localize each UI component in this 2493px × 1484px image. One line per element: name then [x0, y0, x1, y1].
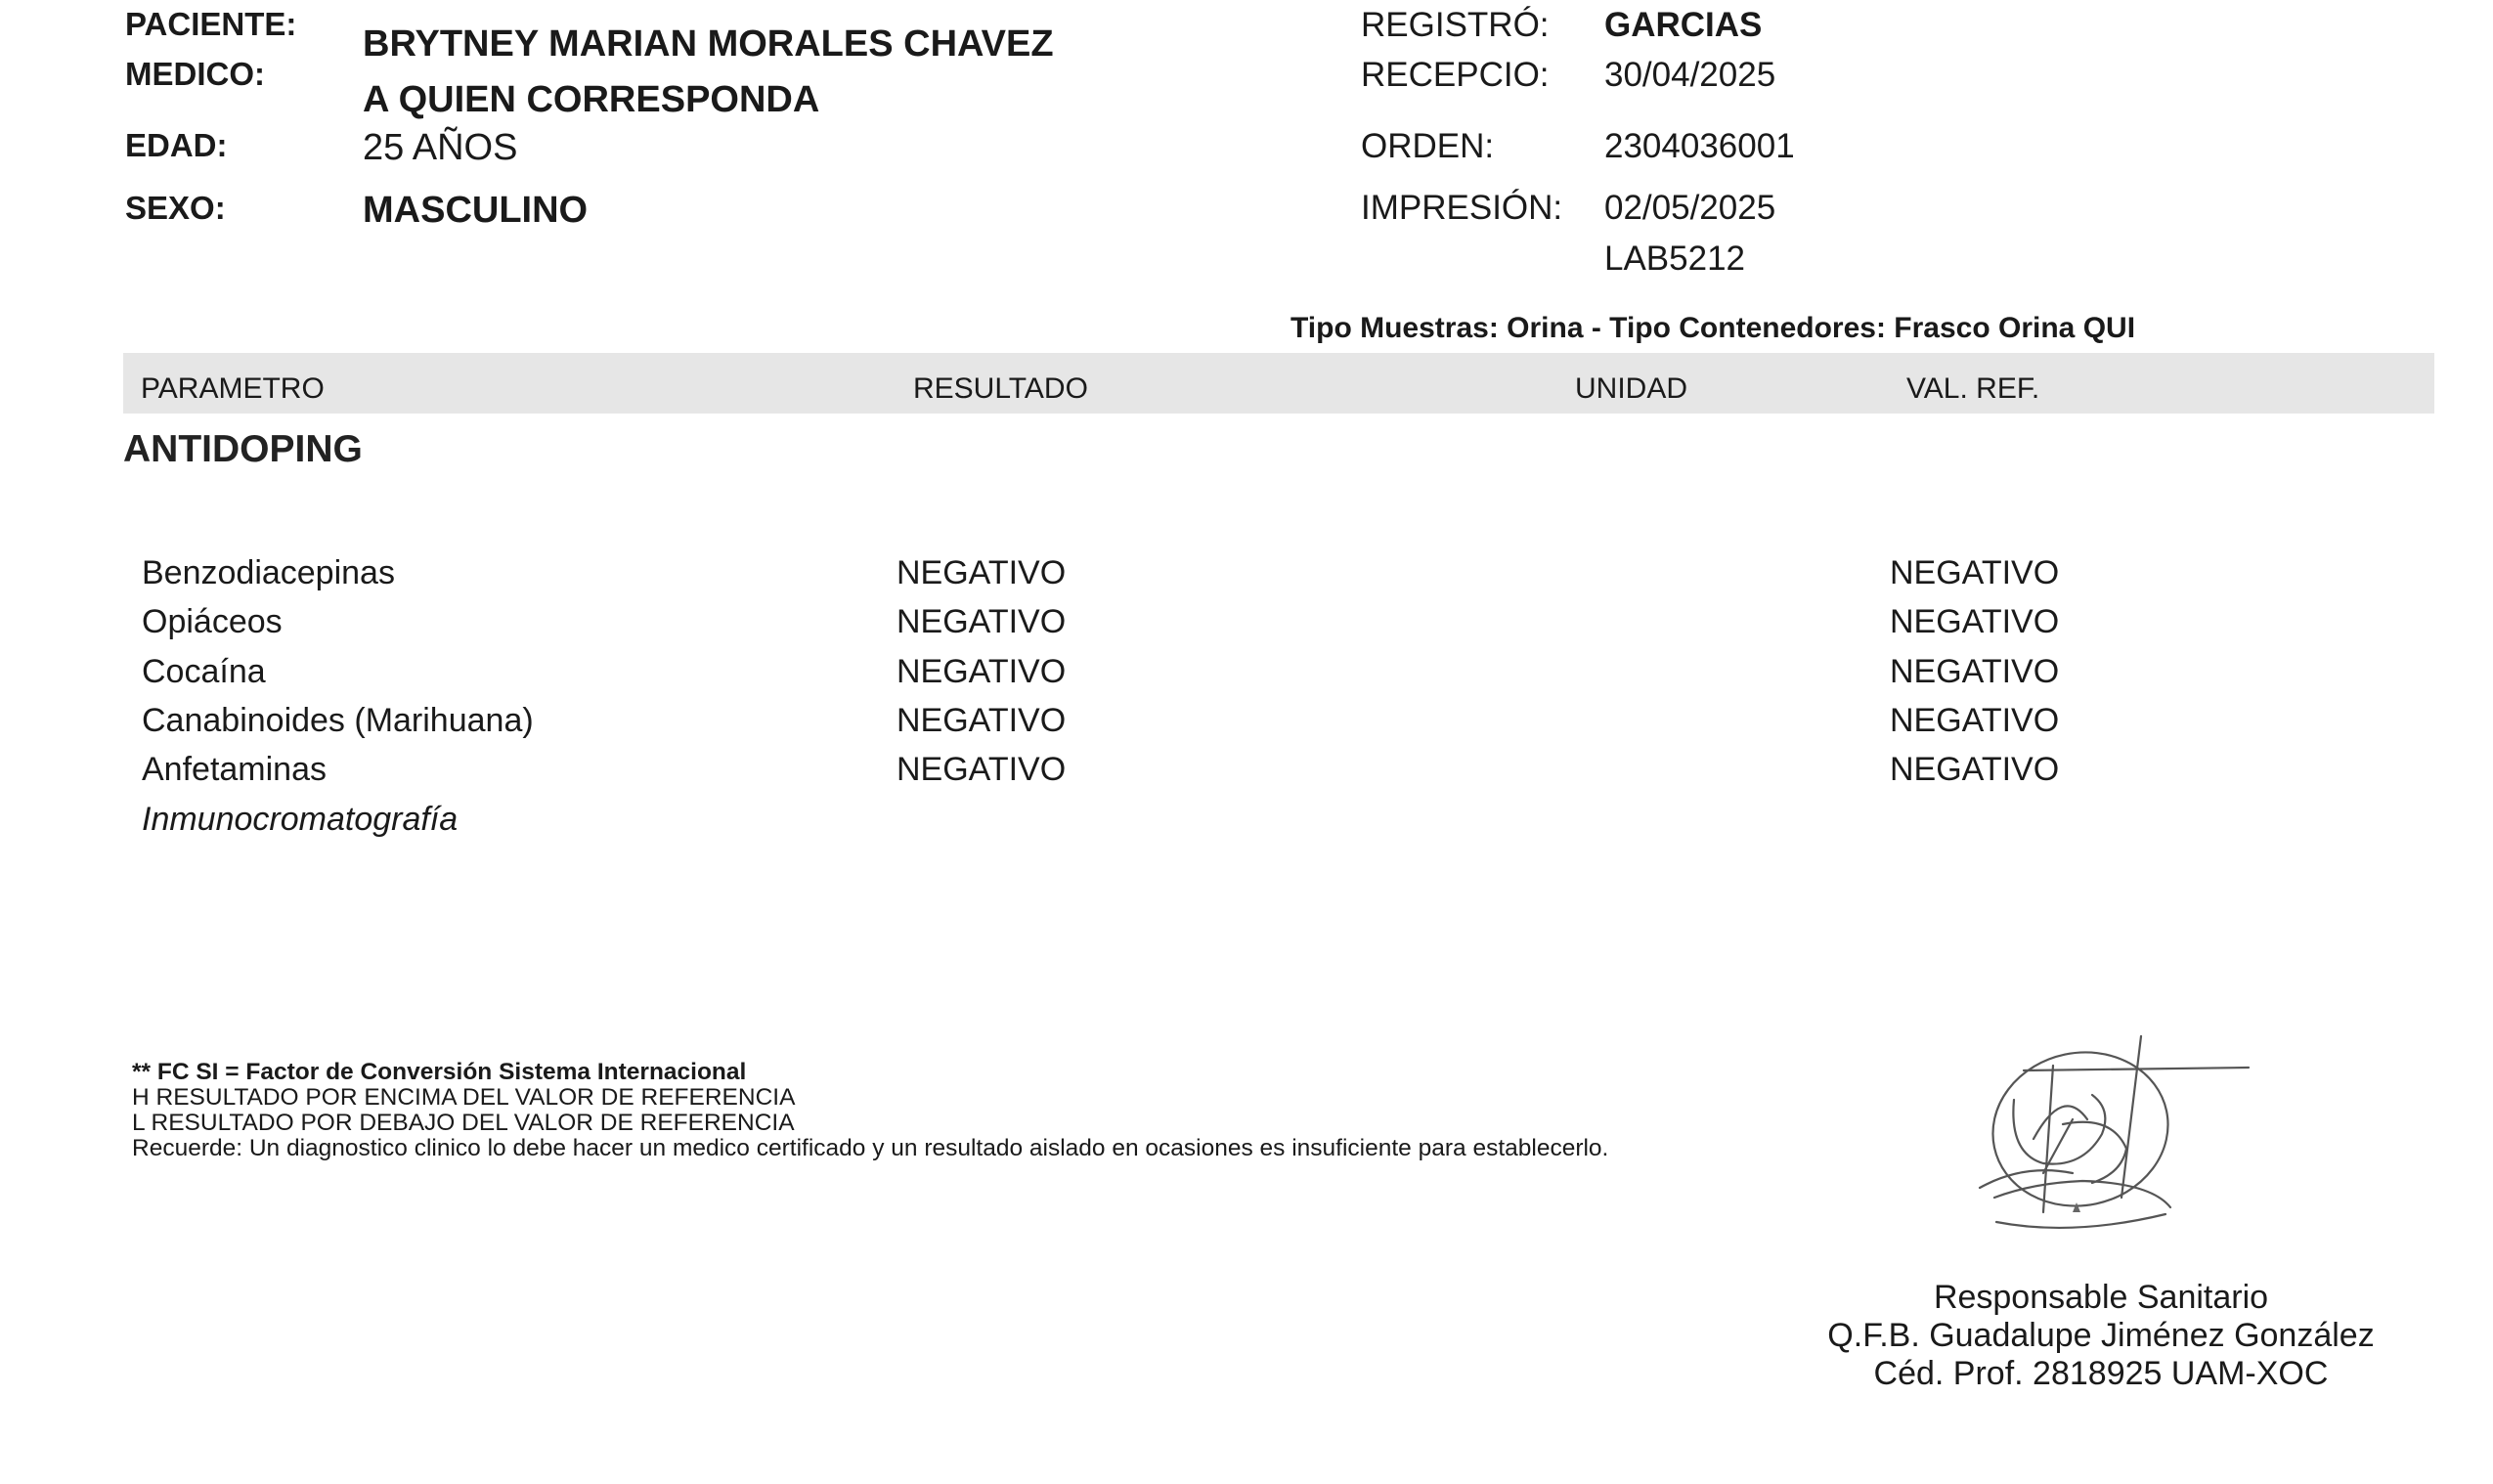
header-parametro: PARAMETRO [141, 372, 325, 405]
responsible-name: Q.F.B. Guadalupe Jiménez González [1827, 1317, 2375, 1354]
header-val-ref: VAL. REF. [1906, 372, 2040, 405]
recepcion-label: RECEPCIO: [1361, 56, 1550, 94]
registro-value: GARCIAS [1604, 6, 1763, 44]
row-ref: NEGATIVO [1890, 554, 2060, 591]
row-ref: NEGATIVO [1890, 653, 2060, 690]
age-value: 25 AÑOS [363, 127, 518, 168]
lab-code: LAB5212 [1604, 240, 1746, 278]
registro-label: REGISTRÓ: [1361, 6, 1550, 44]
patient-name: BRYTNEY MARIAN MORALES CHAVEZ [363, 23, 1054, 65]
row-result: NEGATIVO [897, 603, 1067, 640]
row-result: NEGATIVO [897, 702, 1067, 739]
method-note: Inmunocromatografía [142, 801, 459, 838]
responsible-license: Céd. Prof. 2818925 UAM-XOC [1873, 1355, 2329, 1392]
responsible-block [1759, 1279, 2443, 1393]
row-parameter: Anfetaminas [142, 751, 327, 788]
sex-label: SEXO: [125, 190, 226, 226]
table-header [123, 353, 2434, 414]
sex-value: MASCULINO [363, 190, 589, 231]
recepcion-value: 30/04/2025 [1604, 56, 1776, 94]
row-parameter: Benzodiacepinas [142, 554, 395, 591]
note-h: H RESULTADO POR ENCIMA DEL VALOR DE REFERENCIA [132, 1084, 796, 1111]
impresion-value: 02/05/2025 [1604, 189, 1776, 227]
doctor-label: MEDICO: [125, 56, 265, 92]
signature-image [1955, 1026, 2268, 1271]
doctor-name: A QUIEN CORRESPONDA [363, 79, 820, 120]
row-result: NEGATIVO [897, 554, 1067, 591]
row-ref: NEGATIVO [1890, 702, 2060, 739]
orden-value: 2304036001 [1604, 127, 1795, 165]
note-l: L RESULTADO POR DEBAJO DEL VALOR DE REFERENCIA [132, 1110, 795, 1136]
orden-label: ORDEN: [1361, 127, 1495, 165]
row-parameter: Canabinoides (Marihuana) [142, 702, 534, 739]
responsible-title: Responsable Sanitario [1933, 1279, 2269, 1316]
row-ref: NEGATIVO [1890, 603, 2060, 640]
note-reminder: Recuerde: Un diagnostico clinico lo debe hacer un medico certificado y un resultado aislado en ocasiones es insuficiente para establecerlo. [132, 1135, 1609, 1161]
row-parameter: Opiáceos [142, 603, 283, 640]
section-title: ANTIDOPING [123, 428, 363, 470]
footer-notes [132, 1060, 1608, 1161]
header-unidad: UNIDAD [1575, 372, 1688, 405]
row-result: NEGATIVO [897, 653, 1067, 690]
impresion-label: IMPRESIÓN: [1361, 189, 1563, 227]
patient-label: PACIENTE: [125, 6, 297, 42]
row-result: NEGATIVO [897, 751, 1067, 788]
row-parameter: Cocaína [142, 653, 266, 690]
note-fc-si: ** FC SI = Factor de Conversión Sistema Internacional [132, 1059, 747, 1085]
header-resultado: RESULTADO [913, 372, 1088, 405]
row-ref: NEGATIVO [1890, 751, 2060, 788]
age-label: EDAD: [125, 127, 228, 163]
samples-line: Tipo Muestras: Orina - Tipo Contenedores: Frasco Orina QUI [1290, 312, 2136, 344]
